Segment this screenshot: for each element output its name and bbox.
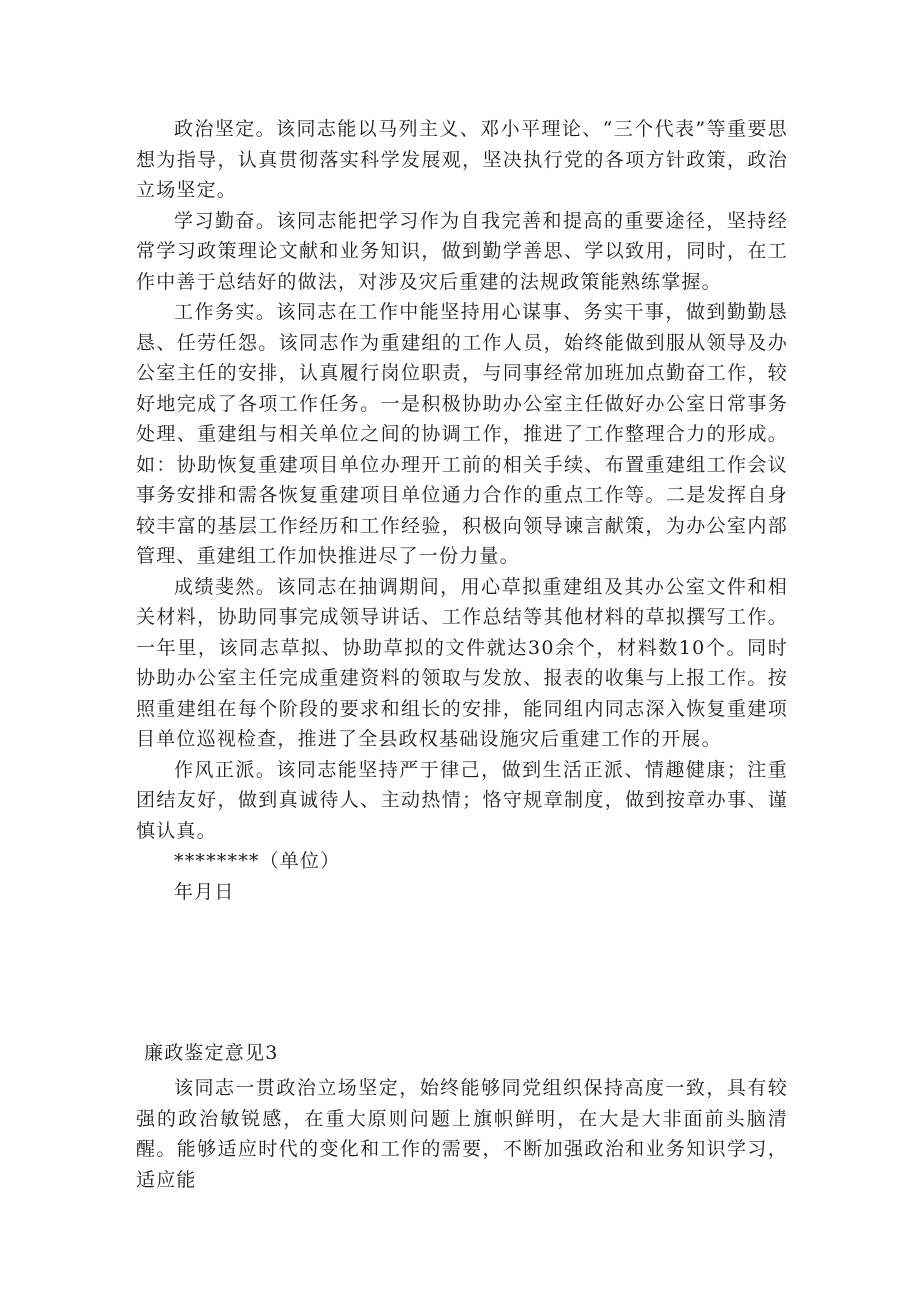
paragraph-study: 学习勤奋。该同志能把学习作为自我完善和提高的重要途径，坚持经常学习政策理论文献和业务知识，做到勤学善思、学以致用，同时，在工作中善于总结好的做法，对涉及灾后重建的法规政策能熟练掌握。: [136, 209, 788, 293]
document-body: [136, 114, 788, 907]
signature-date: 年月日: [174, 880, 235, 903]
paragraph-work: 工作务实。该同志在工作中能坚持用心谋事、务实干事，做到勤勤恳恳、任劳任怨。该同志作为重建组的工作人员，始终能做到服从领导及办公室主任的安排，认真履行岗位职责，与同事经常加班加点勤奋工作，较好地完成了各项工作任务。一是积极协助办公室主任做好办公室日常事务处理、重建组与相关单位之间的协调工作，推进了工作整理合力的形成。如：协助恢复重建项目单位办理开工前的相关手续、布置重建组工作会议事务安排和需各恢复重建项目单位通力合作的重点工作等。二是发挥自身较丰富的基层工作经历和工作经验，积极向领导谏言献策，为办公室内部管理、重建组工作加快推进尽了一份力量。: [136, 301, 788, 567]
signature-unit: ********（单位）: [174, 850, 341, 872]
section-body: [136, 1073, 788, 1195]
section-heading: 廉政鉴定意见3: [144, 1042, 279, 1064]
paragraph-achievement: 成绩斐然。该同志在抽调期间，用心草拟重建组及其办公室文件和相关材料，协助同事完成领导讲话、工作总结等其他材料的草拟撰写工作。一年里，该同志草拟、协助草拟的文件就达30余个，材料数10个。同时协助办公室主任完成重建资料的领取与发放、报表的收集与上报工作。按照重建组在每个阶段的要求和组长的安排，能同组内同志深入恢复重建项目单位巡视检查，推进了全县政权基础设施灾后重建工作的开展。: [136, 575, 788, 750]
section-paragraph: 该同志一贯政治立场坚定，始终能够同党组织保持高度一致，具有较强的政治敏锐感，在重大原则问题上旗帜鲜明，在大是大非面前头脑清醒。能够适应时代的变化和工作的需要，不断加强政治和业务知识学习，适应能: [136, 1077, 788, 1191]
paragraph-political: 政治坚定。该同志能以马列主义、邓小平理论、“三个代表”等重要思想为指导，认真贯彻落实科学发展观，坚决执行党的各项方针政策，政治立场坚定。: [136, 118, 788, 201]
paragraph-conduct: 作风正派。该同志能坚持严于律己，做到生活正派、情趣健康；注重团结友好，做到真诚待人、主动热情；恪守规章制度，做到按章办事、谨慎认真。: [136, 758, 788, 842]
